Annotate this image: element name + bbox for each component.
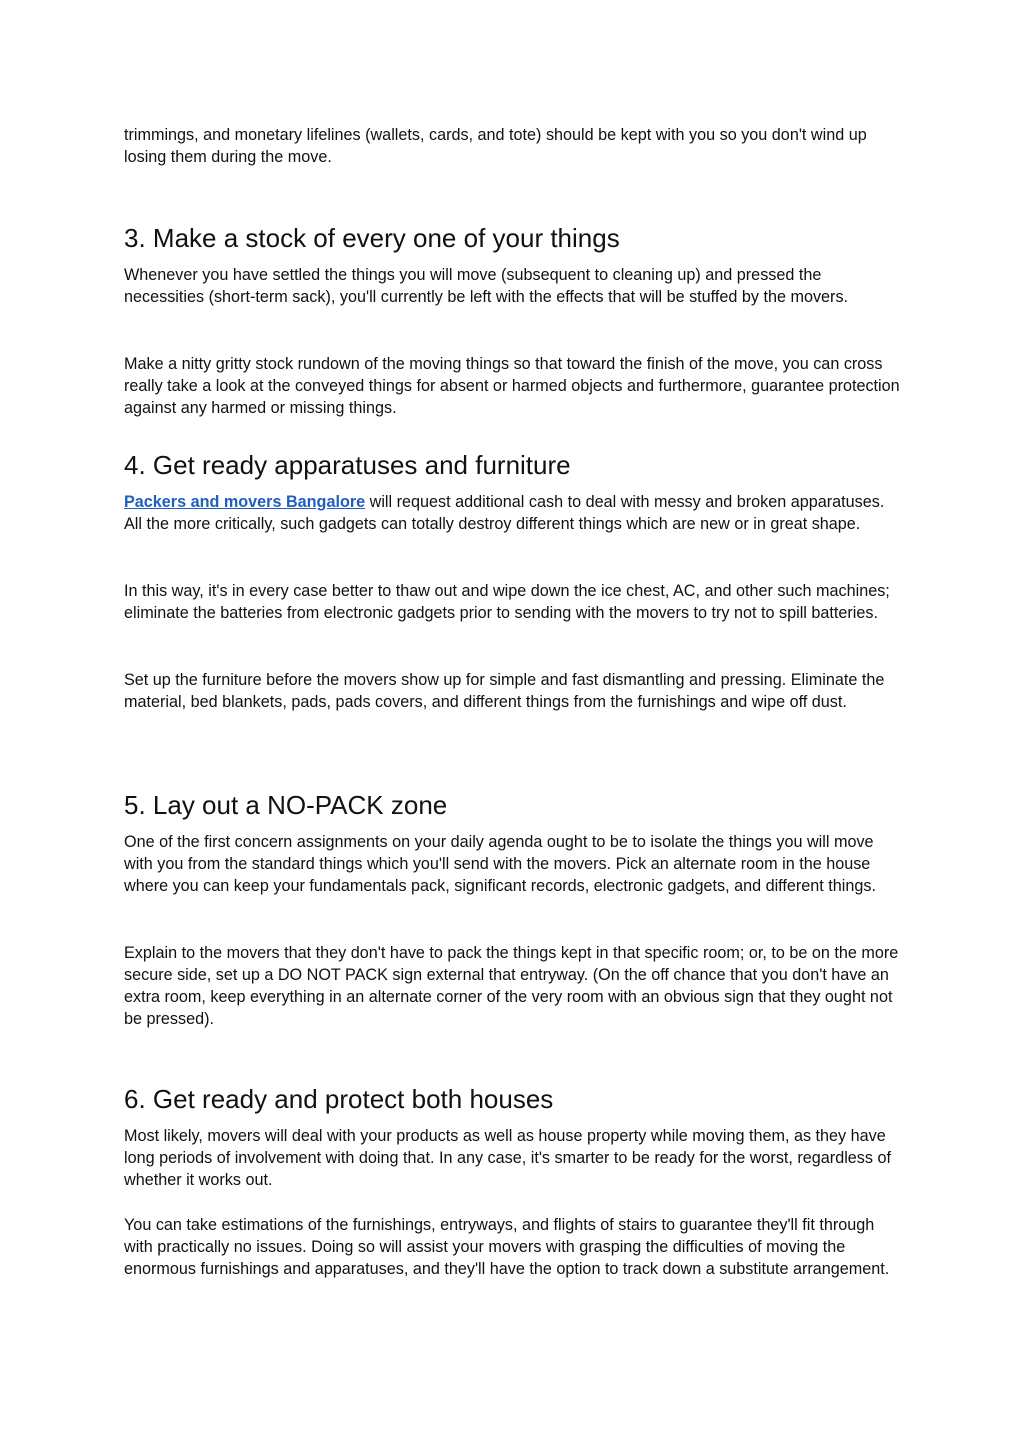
intro-paragraph: trimmings, and monetary lifelines (wallets, cards, and tote) should be kept with you so you don't wind up losing them during the move. bbox=[124, 126, 867, 166]
section-heading: 5. Lay out a NO-PACK zone bbox=[124, 790, 448, 820]
section-paragraph: One of the first concern assignments on your daily agenda ought to be to isolate the things you will move with you from the standard things which you'll send with the movers. Pick an alternate room in the house where you can keep your fundamentals pack, significant records, electronic gadgets, and different things. bbox=[124, 833, 876, 895]
section-paragraph bbox=[124, 491, 904, 535]
section-3-body-2 bbox=[124, 353, 904, 419]
section-4-body bbox=[124, 491, 904, 535]
section-5-body bbox=[124, 831, 904, 897]
section-paragraph: In this way, it's in every case better to thaw out and wipe down the ice chest, AC, and other such machines; eliminate the batteries from electronic gadgets prior to sending with the movers to try not to spill batteries. bbox=[124, 582, 890, 622]
section-paragraph: Set up the furniture before the movers show up for simple and fast dismantling and pressing. Eliminate the material, bed blankets, pads, pads covers, and different things from the furnishings and wipe off dust. bbox=[124, 671, 885, 711]
section-4 bbox=[124, 450, 904, 480]
section-5-body-2 bbox=[124, 942, 904, 1030]
section-heading: 4. Get ready apparatuses and furniture bbox=[124, 450, 571, 480]
section-paragraph: You can take estimations of the furnishings, entryways, and flights of stairs to guarantee they'll fit through with practically no issues. Doing so will assist your movers with grasping the difficulties of moving the enormous furnishings and apparatuses, and they'll have the option to track down a substitute arrangement. bbox=[124, 1216, 890, 1278]
section-paragraph: Explain to the movers that they don't have to pack the things kept in that specific room; or, to be on the more secure side, set up a DO NOT PACK sign external that entryway. (On the off chance that you don't have an extra room, keep everything in an alternate corner of the very room with an obvious sign that they ought not be pressed). bbox=[124, 944, 899, 1028]
section-5 bbox=[124, 790, 904, 820]
section-6 bbox=[124, 1084, 904, 1114]
link-followup-text: will request additional cash to deal with messy and broken apparatuses. All the more critically, such gadgets can totally destroy different things which are new or in great shape. bbox=[124, 493, 885, 533]
section-4-body-2 bbox=[124, 580, 904, 624]
section-6-body bbox=[124, 1125, 904, 1191]
section-3 bbox=[124, 223, 904, 253]
intro-block bbox=[124, 124, 904, 168]
section-4-body-3 bbox=[124, 669, 904, 713]
section-heading: 6. Get ready and protect both houses bbox=[124, 1084, 554, 1114]
section-paragraph: Make a nitty gritty stock rundown of the moving things so that toward the finish of the move, you can cross really take a look at the conveyed things for absent or harmed objects and furthermore, guarantee protection against any harmed or missing things. bbox=[124, 355, 900, 417]
section-heading: 3. Make a stock of every one of your things bbox=[124, 223, 620, 253]
packers-movers-link[interactable]: Packers and movers Bangalore bbox=[124, 493, 366, 511]
section-paragraph: Most likely, movers will deal with your products as well as house property while moving them, as they have long periods of involvement with doing that. In any case, it's smarter to be ready for the worst, regardless of whether it works out. bbox=[124, 1127, 891, 1189]
section-paragraph: Whenever you have settled the things you will move (subsequent to cleaning up) and pressed the necessities (short-term sack), you'll currently be left with the effects that will be stuffed by the movers. bbox=[124, 266, 849, 306]
section-3-body bbox=[124, 264, 904, 308]
section-6-body-2 bbox=[124, 1214, 904, 1280]
